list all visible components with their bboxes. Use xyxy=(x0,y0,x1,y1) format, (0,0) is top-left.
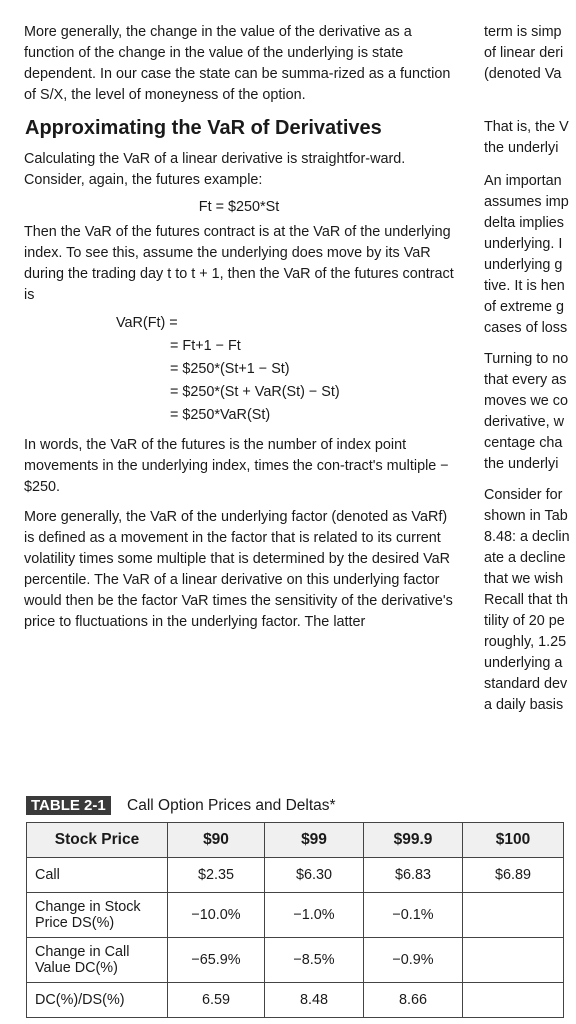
paragraph-moneyness: More generally, the change in the value of the derivative as a function of the change in the value of the underlying is state dependent. In our case the state can be summa-rized as a function of S/X, the level of moneyness of the option. xyxy=(24,24,451,103)
right-line: derivative, w xyxy=(484,414,564,430)
table-row xyxy=(27,938,564,983)
right-line: delta implies xyxy=(484,215,564,231)
header-cell: $99.9 xyxy=(364,823,463,858)
right-line: underlying g xyxy=(484,257,563,273)
right-line: a daily basis xyxy=(484,697,564,713)
table-cell: 8.66 xyxy=(364,983,463,1018)
right-line: cases of loss xyxy=(484,320,568,336)
right-line: centage cha xyxy=(484,435,563,451)
table-cell: −65.9% xyxy=(168,938,265,983)
table-cell: $6.30 xyxy=(265,858,364,893)
table-cell: 6.59 xyxy=(168,983,265,1018)
right-line: (denoted Va xyxy=(484,66,562,82)
right-para-a xyxy=(484,22,576,85)
row-label: Change in Call Value DC(%) xyxy=(27,938,168,983)
section-heading: Approximating the VaR of Derivatives xyxy=(25,117,382,139)
var-derivation xyxy=(24,312,454,427)
right-line: Consider for xyxy=(484,487,563,503)
right-line: underlying a xyxy=(484,655,563,671)
table-cell: −1.0% xyxy=(265,893,364,938)
right-line: underlying. I xyxy=(484,236,563,252)
paragraph-in-words: In words, the VaR of the futures is the number of index point movements in the underlying index, times the con-tract's multiple − $250. xyxy=(24,437,449,495)
right-para-c xyxy=(484,171,576,339)
table-cell: 8.48 xyxy=(265,983,364,1018)
table-cell: −0.9% xyxy=(364,938,463,983)
right-line: of linear deri xyxy=(484,45,564,61)
right-line: standard dev xyxy=(484,676,568,692)
table-cell: −8.5% xyxy=(265,938,364,983)
table-header-row xyxy=(27,823,564,858)
right-line: moves we co xyxy=(484,393,568,409)
header-cell: $90 xyxy=(168,823,265,858)
right-line: 8.48: a declin xyxy=(484,529,570,545)
row-label: Call xyxy=(27,858,168,893)
table-cell: $6.89 xyxy=(463,858,564,893)
right-para-d xyxy=(484,349,576,475)
row-label: Change in Stock Price DS(%) xyxy=(27,893,168,938)
derivation-line: = $250*(St+1 − St) xyxy=(170,361,290,377)
right-line: of extreme g xyxy=(484,299,564,315)
right-line: Turning to no xyxy=(484,351,569,367)
table-row xyxy=(27,983,564,1018)
paragraph-underlying-factor: More generally, the VaR of the underlying factor (denoted as VaRf) is defined as a movement in the factor that is related to its current volatility times some multiple that is determined by the desired VaR percentile. The VaR of a linear derivative on this underlying factor would then be the factor VaR times the sensitivity of the derivative's price to fluctuations in the underlying factor. The latter xyxy=(24,509,453,630)
table-cell xyxy=(463,983,564,1018)
left-column xyxy=(24,22,454,633)
right-line: tility of 20 pe xyxy=(484,613,565,629)
table-cell: −0.1% xyxy=(364,893,463,938)
right-line: Recall that th xyxy=(484,592,568,608)
right-column-cropped xyxy=(484,22,576,716)
derivation-line: = Ft+1 − Ft xyxy=(170,338,241,354)
right-line: shown in Tab xyxy=(484,508,568,524)
right-line: the underlyi xyxy=(484,456,559,472)
derivation-line: = $250*(St + VaR(St) − St) xyxy=(170,384,340,400)
derivation-line: = $250*VaR(St) xyxy=(170,407,271,423)
table-cell: $2.35 xyxy=(168,858,265,893)
table-row xyxy=(27,858,564,893)
right-line: assumes imp xyxy=(484,194,569,210)
right-line: term is simp xyxy=(484,24,562,40)
table-row xyxy=(27,893,564,938)
table-cell xyxy=(463,893,564,938)
right-line: roughly, 1.25 xyxy=(484,634,567,650)
table-caption xyxy=(26,796,336,815)
right-line: tive. It is hen xyxy=(484,278,565,294)
right-para-e xyxy=(484,485,576,716)
right-line: That is, the V xyxy=(484,119,569,135)
table-title: Call Option Prices and Deltas* xyxy=(127,797,336,814)
derivation-line: VaR(Ft) = xyxy=(116,315,178,331)
right-line: An importan xyxy=(484,173,562,189)
header-cell: $100 xyxy=(463,823,564,858)
paragraph-linear-var: Calculating the VaR of a linear derivative is straightfor-ward. Consider, again, the futures example: xyxy=(24,151,406,188)
table-cell: $6.83 xyxy=(364,858,463,893)
table-cell xyxy=(463,938,564,983)
header-cell: $99 xyxy=(265,823,364,858)
table-cell: −10.0% xyxy=(168,893,265,938)
right-para-b xyxy=(484,117,576,159)
row-label: DC(%)/DS(%) xyxy=(27,983,168,1018)
table-tag: TABLE 2-1 xyxy=(26,796,111,815)
header-cell: Stock Price xyxy=(27,823,168,858)
paragraph-futures-var: Then the VaR of the futures contract is at the VaR of the underlying index. To see this, assume the underlying does move by its VaR during the trading day t to t + 1, then the VaR of the futures contract is xyxy=(24,224,454,303)
call-option-table xyxy=(26,822,564,1018)
right-line: that we wish xyxy=(484,571,564,587)
right-line: the underlyi xyxy=(484,140,559,156)
futures-equation: Ft = $250*St xyxy=(198,199,280,215)
right-line: that every as xyxy=(484,372,567,388)
right-line: ate a decline xyxy=(484,550,566,566)
